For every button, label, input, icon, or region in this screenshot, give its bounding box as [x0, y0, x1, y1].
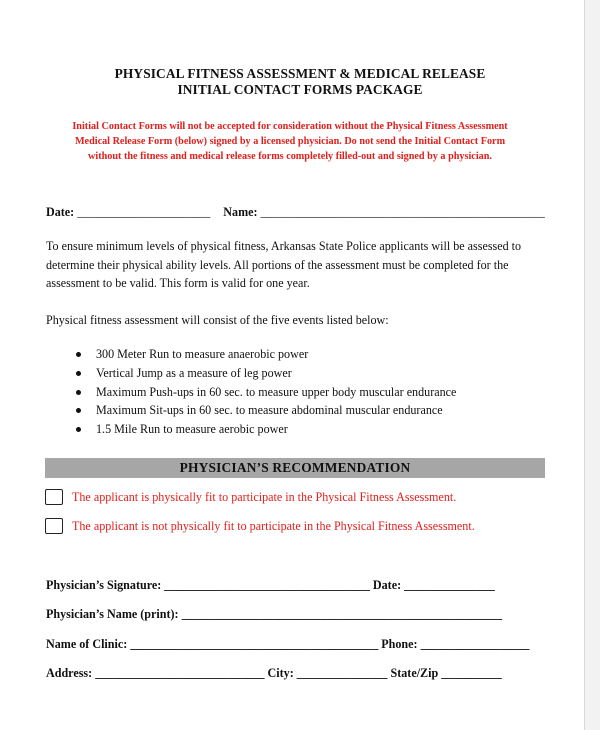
- physician-name-label: Physician’s Name (print):: [46, 607, 179, 621]
- state-zip-label: State/Zip: [390, 666, 439, 680]
- physician-recommendation-heading: PHYSICIAN’S RECOMMENDATION: [45, 458, 545, 478]
- event-text: 1.5 Mile Run to measure aerobic power: [96, 422, 288, 436]
- list-item: [76, 385, 456, 400]
- bullet-icon: [76, 390, 81, 395]
- city-label: City:: [267, 666, 294, 680]
- state-zip-blank[interactable]: __________: [441, 666, 502, 680]
- signature-date-label: Date:: [372, 578, 402, 592]
- clinic-row: [46, 637, 529, 652]
- fit-option-label: The applicant is physically fit to participate in the Physical Fitness Assessment.: [72, 490, 457, 504]
- signature-row: [46, 578, 495, 593]
- address-row: [46, 666, 502, 681]
- physician-name-blank[interactable]: _____________________________________________________: [181, 607, 503, 621]
- intro-line1: To ensure minimum levels of physical fitness, Arkansas State Police applicants will be assessed to: [46, 239, 522, 253]
- event-text: Vertical Jump as a measure of leg power: [96, 366, 292, 380]
- notice-line2: Medical Release Form (below) signed by a licensed physician. Do not send the Initial Contact Form: [74, 136, 506, 147]
- fit-checkbox[interactable]: [45, 489, 63, 505]
- fit-option-row[interactable]: [45, 490, 456, 506]
- bullet-icon: [76, 408, 81, 413]
- physician-signature-label: Physician’s Signature:: [46, 578, 162, 592]
- name-blank[interactable]: _______________________________________________: [260, 205, 545, 219]
- form-title-line1: PHYSICAL FITNESS ASSESSMENT & MEDICAL RELEASE: [114, 66, 486, 81]
- date-blank[interactable]: ______________________: [77, 205, 211, 219]
- event-text: Maximum Sit-ups in 60 sec. to measure abdominal muscular endurance: [96, 403, 443, 417]
- name-label: Name:: [223, 205, 258, 219]
- address-blank[interactable]: ____________________________: [95, 666, 265, 680]
- intro-line3: assessment to be valid. This form is valid for one year.: [46, 276, 310, 290]
- date-name-row: [46, 205, 545, 220]
- not-fit-checkbox[interactable]: [45, 518, 63, 534]
- list-item: [76, 366, 292, 381]
- bullet-icon: [76, 371, 81, 376]
- list-item: [76, 422, 288, 437]
- notice-line3: without the fitness and medical release forms completely filled-out and signed by a physician.: [88, 151, 492, 162]
- address-label: Address:: [46, 666, 93, 680]
- event-text: Maximum Push-ups in 60 sec. to measure upper body muscular endurance: [96, 385, 457, 399]
- event-text: 300 Meter Run to measure anaerobic power: [96, 347, 309, 361]
- events-intro: Physical fitness assessment will consist of the five events listed below:: [46, 313, 389, 327]
- clinic-name-label: Name of Clinic:: [46, 637, 128, 651]
- phone-blank[interactable]: __________________: [420, 637, 530, 651]
- notice-line1: Initial Contact Forms will not be accepted for consideration without the Physical Fitness Assessment: [72, 121, 508, 132]
- bullet-icon: [76, 352, 81, 357]
- list-item: [76, 347, 308, 362]
- city-blank[interactable]: _______________: [296, 666, 388, 680]
- intro-line2: determine their physical ability levels. All portions of the assessment must be completed for the: [46, 258, 509, 272]
- bullet-icon: [76, 427, 81, 432]
- signature-date-blank[interactable]: _______________: [404, 578, 495, 592]
- form-title-line2: INITIAL CONTACT FORMS PACKAGE: [177, 82, 423, 97]
- list-item: [76, 403, 443, 418]
- clinic-name-blank[interactable]: _________________________________________: [130, 637, 379, 651]
- not-fit-option-row[interactable]: [45, 519, 475, 535]
- physician-signature-blank[interactable]: __________________________________: [164, 578, 370, 592]
- date-label: Date:: [46, 205, 75, 219]
- phone-label: Phone:: [381, 637, 418, 651]
- not-fit-option-label: The applicant is not physically fit to participate in the Physical Fitness Assessment.: [72, 519, 475, 533]
- physician-name-row: [46, 607, 502, 622]
